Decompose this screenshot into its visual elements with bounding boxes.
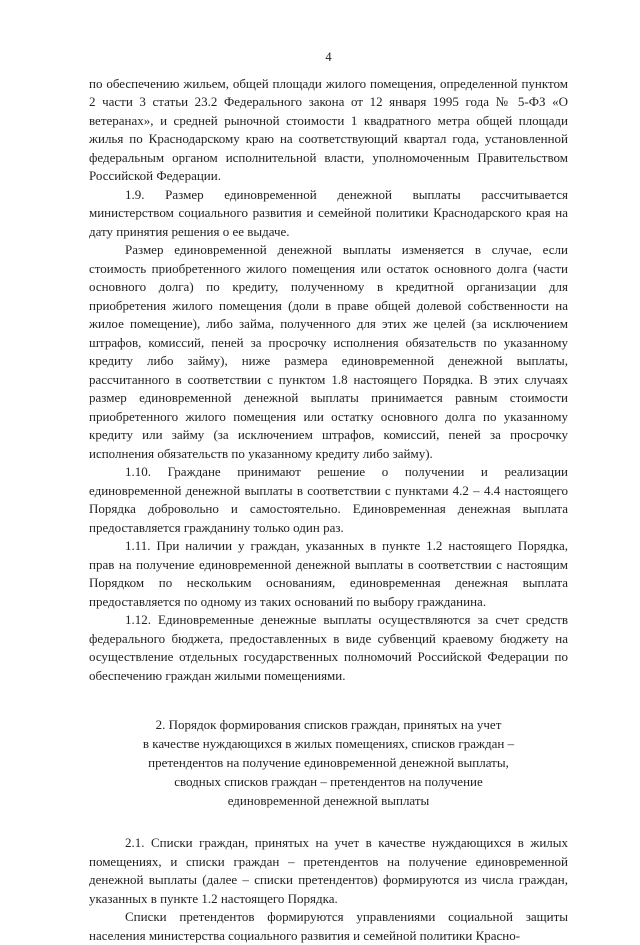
section-heading-line: 2. Порядок формирования списков граждан, принятых на учет (155, 717, 502, 732)
paragraph-lists-formation: Списки претендентов формируются управлениями социальной защиты населения министерства социального развития и семейной политики Красно- (89, 909, 568, 943)
section-heading-line: в качестве нуждающихся в жилых помещениях, списков граждан – (142, 736, 515, 751)
paragraph-2-1: 2.1. Списки граждан, принятых на учет в качестве нуждающихся в жилых помещениях, и списки граждан – претендентов на получение единовременной денежной выплаты (далее – списки претендентов) формируются из числа граждан, указанных в пункте 1.2 настоящего Порядка. (89, 835, 568, 906)
paragraph-1-9: 1.9. Размер единовременной денежной выплаты рассчитывается министерством социального развития и семейной политики Краснодарского края на дату принятия решения о ее выдаче. (89, 186, 568, 239)
section-heading-line: единовременной денежной выплаты (227, 793, 430, 808)
paragraph-payment-change: Размер единовременной денежной выплаты изменяется в случае, если стоимость приобретенного жилого помещения или остаток основного долга (части основного долга) по кредиту, полученному в кредитной организации для приобретения жилого помещения (доли в праве общей долевой собственности на жилое помещение), либо займа, полученного для этих же целей (за исключением штрафов, комиссий, пеней за просрочку исполнения обязательств по указанному кредиту либо займу), ниже размера единовременной денежной выплаты, рассчитанного в соответствии с пунктом 1.8 настоящего Порядка. В этих случаях размер единовременной денежной выплаты принимается равным стоимости приобретенного жилого помещения или остатку основного долга по указанному кредиту или займу (за исключением штрафов, комиссий, пеней за просрочку исполнения обязательств по указанному кредиту либо займу). (89, 242, 568, 461)
paragraph-1-10: 1.10. Граждане принимают решение о получении и реализации единовременной денежной выплаты в соответствии с пунктами 4.2 – 4.4 настоящего Порядка добровольно и самостоятельно. Единовременная денежная выплата предоставляется гражданину только один раз. (89, 464, 568, 535)
section-heading-line: сводных списков граждан – претендентов на получение (174, 774, 483, 789)
paragraph-1-12: 1.12. Единовременные денежные выплаты осуществляются за счет средств федерального бюджета, предоставленных в виде субвенций краевому бюджету на осуществление отдельных государственных полномочий Российской Федерации по обеспечению граждан жилыми помещениями. (89, 612, 568, 683)
section-2-heading (89, 715, 568, 810)
section-heading-line: претендентов на получение единовременной денежной выплаты, (148, 755, 509, 770)
page-number: 4 (325, 50, 332, 64)
paragraph-continuation: по обеспечению жильем, общей площади жилого помещения, определенной пунктом 2 части 3 статьи 23.2 Федерального закона от 12 января 1995 года № 5-ФЗ «О ветеранах», и средней рыночной стоимости 1 квадратного метра общей площади жилья по Краснодарскому краю на соответствующий квартал года, установленной федеральным органом исполнительной власти, уполномоченным Правительством Российской Федерации. (89, 75, 568, 183)
paragraph-1-11: 1.11. При наличии у граждан, указанных в пункте 1.2 настоящего Порядка, прав на получение единовременной денежной выплаты в соответствии с настоящим Порядком по нескольким основаниям, единовременная денежная выплата предоставляется по одному из таких оснований по выбору гражданина. (89, 538, 568, 609)
